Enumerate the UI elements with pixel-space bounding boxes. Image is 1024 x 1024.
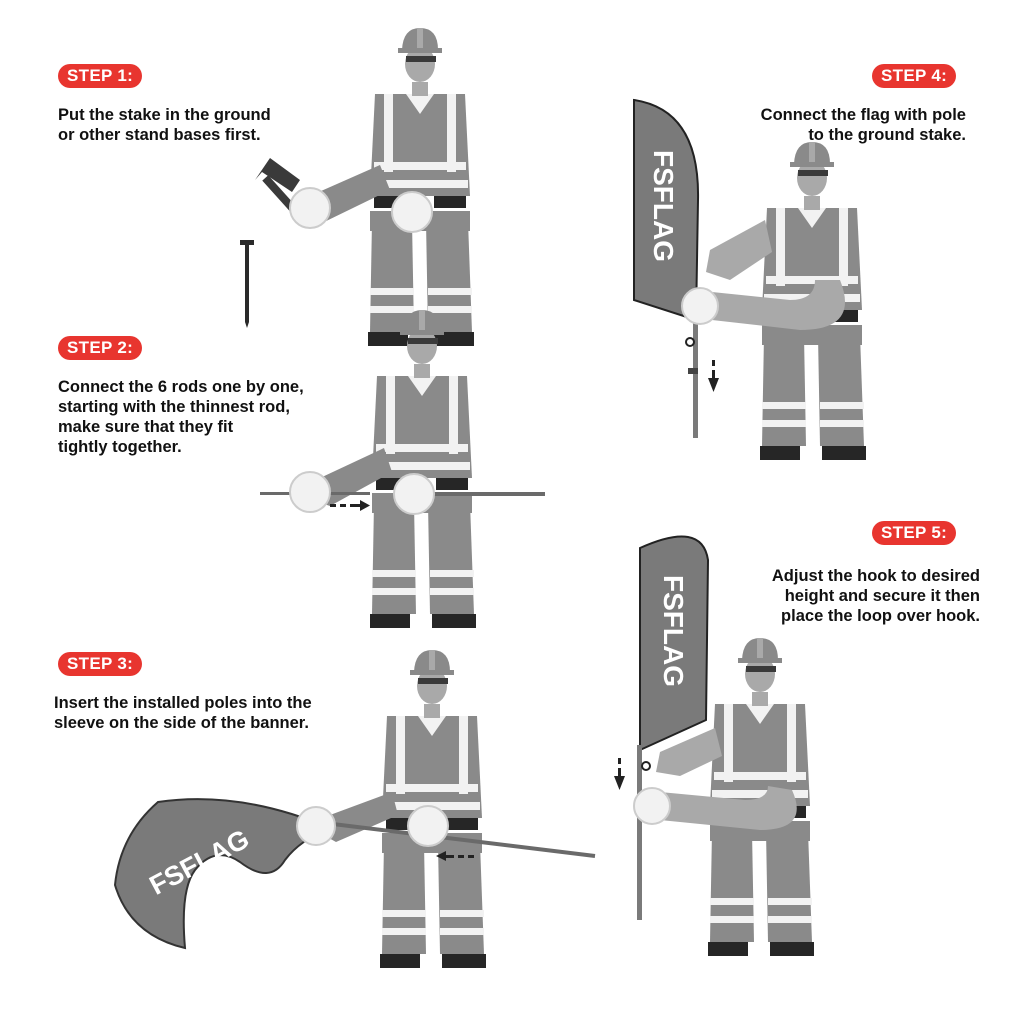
step4-line: Connect the flag with pole	[760, 106, 966, 124]
step1-illustration	[240, 28, 474, 346]
step2-line: make sure that they fit	[58, 418, 234, 436]
step3-flag-brand: FSFLAG	[144, 823, 255, 901]
step5-description	[772, 566, 980, 626]
step3-badge: STEP 3:	[58, 652, 142, 676]
step2-line: tightly together.	[58, 438, 182, 456]
step4-illustration	[634, 100, 866, 460]
step5-line: place the loop over hook.	[781, 607, 980, 625]
ground-stake-icon	[240, 240, 254, 328]
step2-line: starting with the thinnest rod,	[58, 398, 290, 416]
step1-description	[58, 105, 271, 145]
step3-line: sleeve on the side of the banner.	[54, 714, 309, 732]
step2-description	[58, 377, 304, 457]
step4-badge: STEP 4:	[872, 64, 956, 88]
step2-badge: STEP 2:	[58, 336, 142, 360]
arrow-down-icon	[614, 758, 625, 790]
step1-line: Put the stake in the ground	[58, 106, 271, 124]
step4-line: to the ground stake.	[808, 126, 966, 144]
step5-flag-brand: FSFLAG	[658, 575, 689, 687]
step1-badge: STEP 1:	[58, 64, 142, 88]
step1-line: or other stand bases first.	[58, 126, 261, 144]
step5-badge: STEP 5:	[872, 521, 956, 545]
arrow-down-icon	[708, 360, 719, 392]
step5-line: Adjust the hook to desired	[771, 567, 980, 585]
step2-line: Connect the 6 rods one by one,	[58, 378, 304, 396]
step5-line: height and secure it then	[784, 587, 980, 605]
step3-line: Insert the installed poles into the	[54, 694, 312, 712]
step4-description	[761, 105, 966, 145]
step4-flag-brand: FSFLAG	[648, 150, 679, 262]
step3-description	[54, 693, 312, 733]
step2-illustration	[260, 310, 545, 628]
